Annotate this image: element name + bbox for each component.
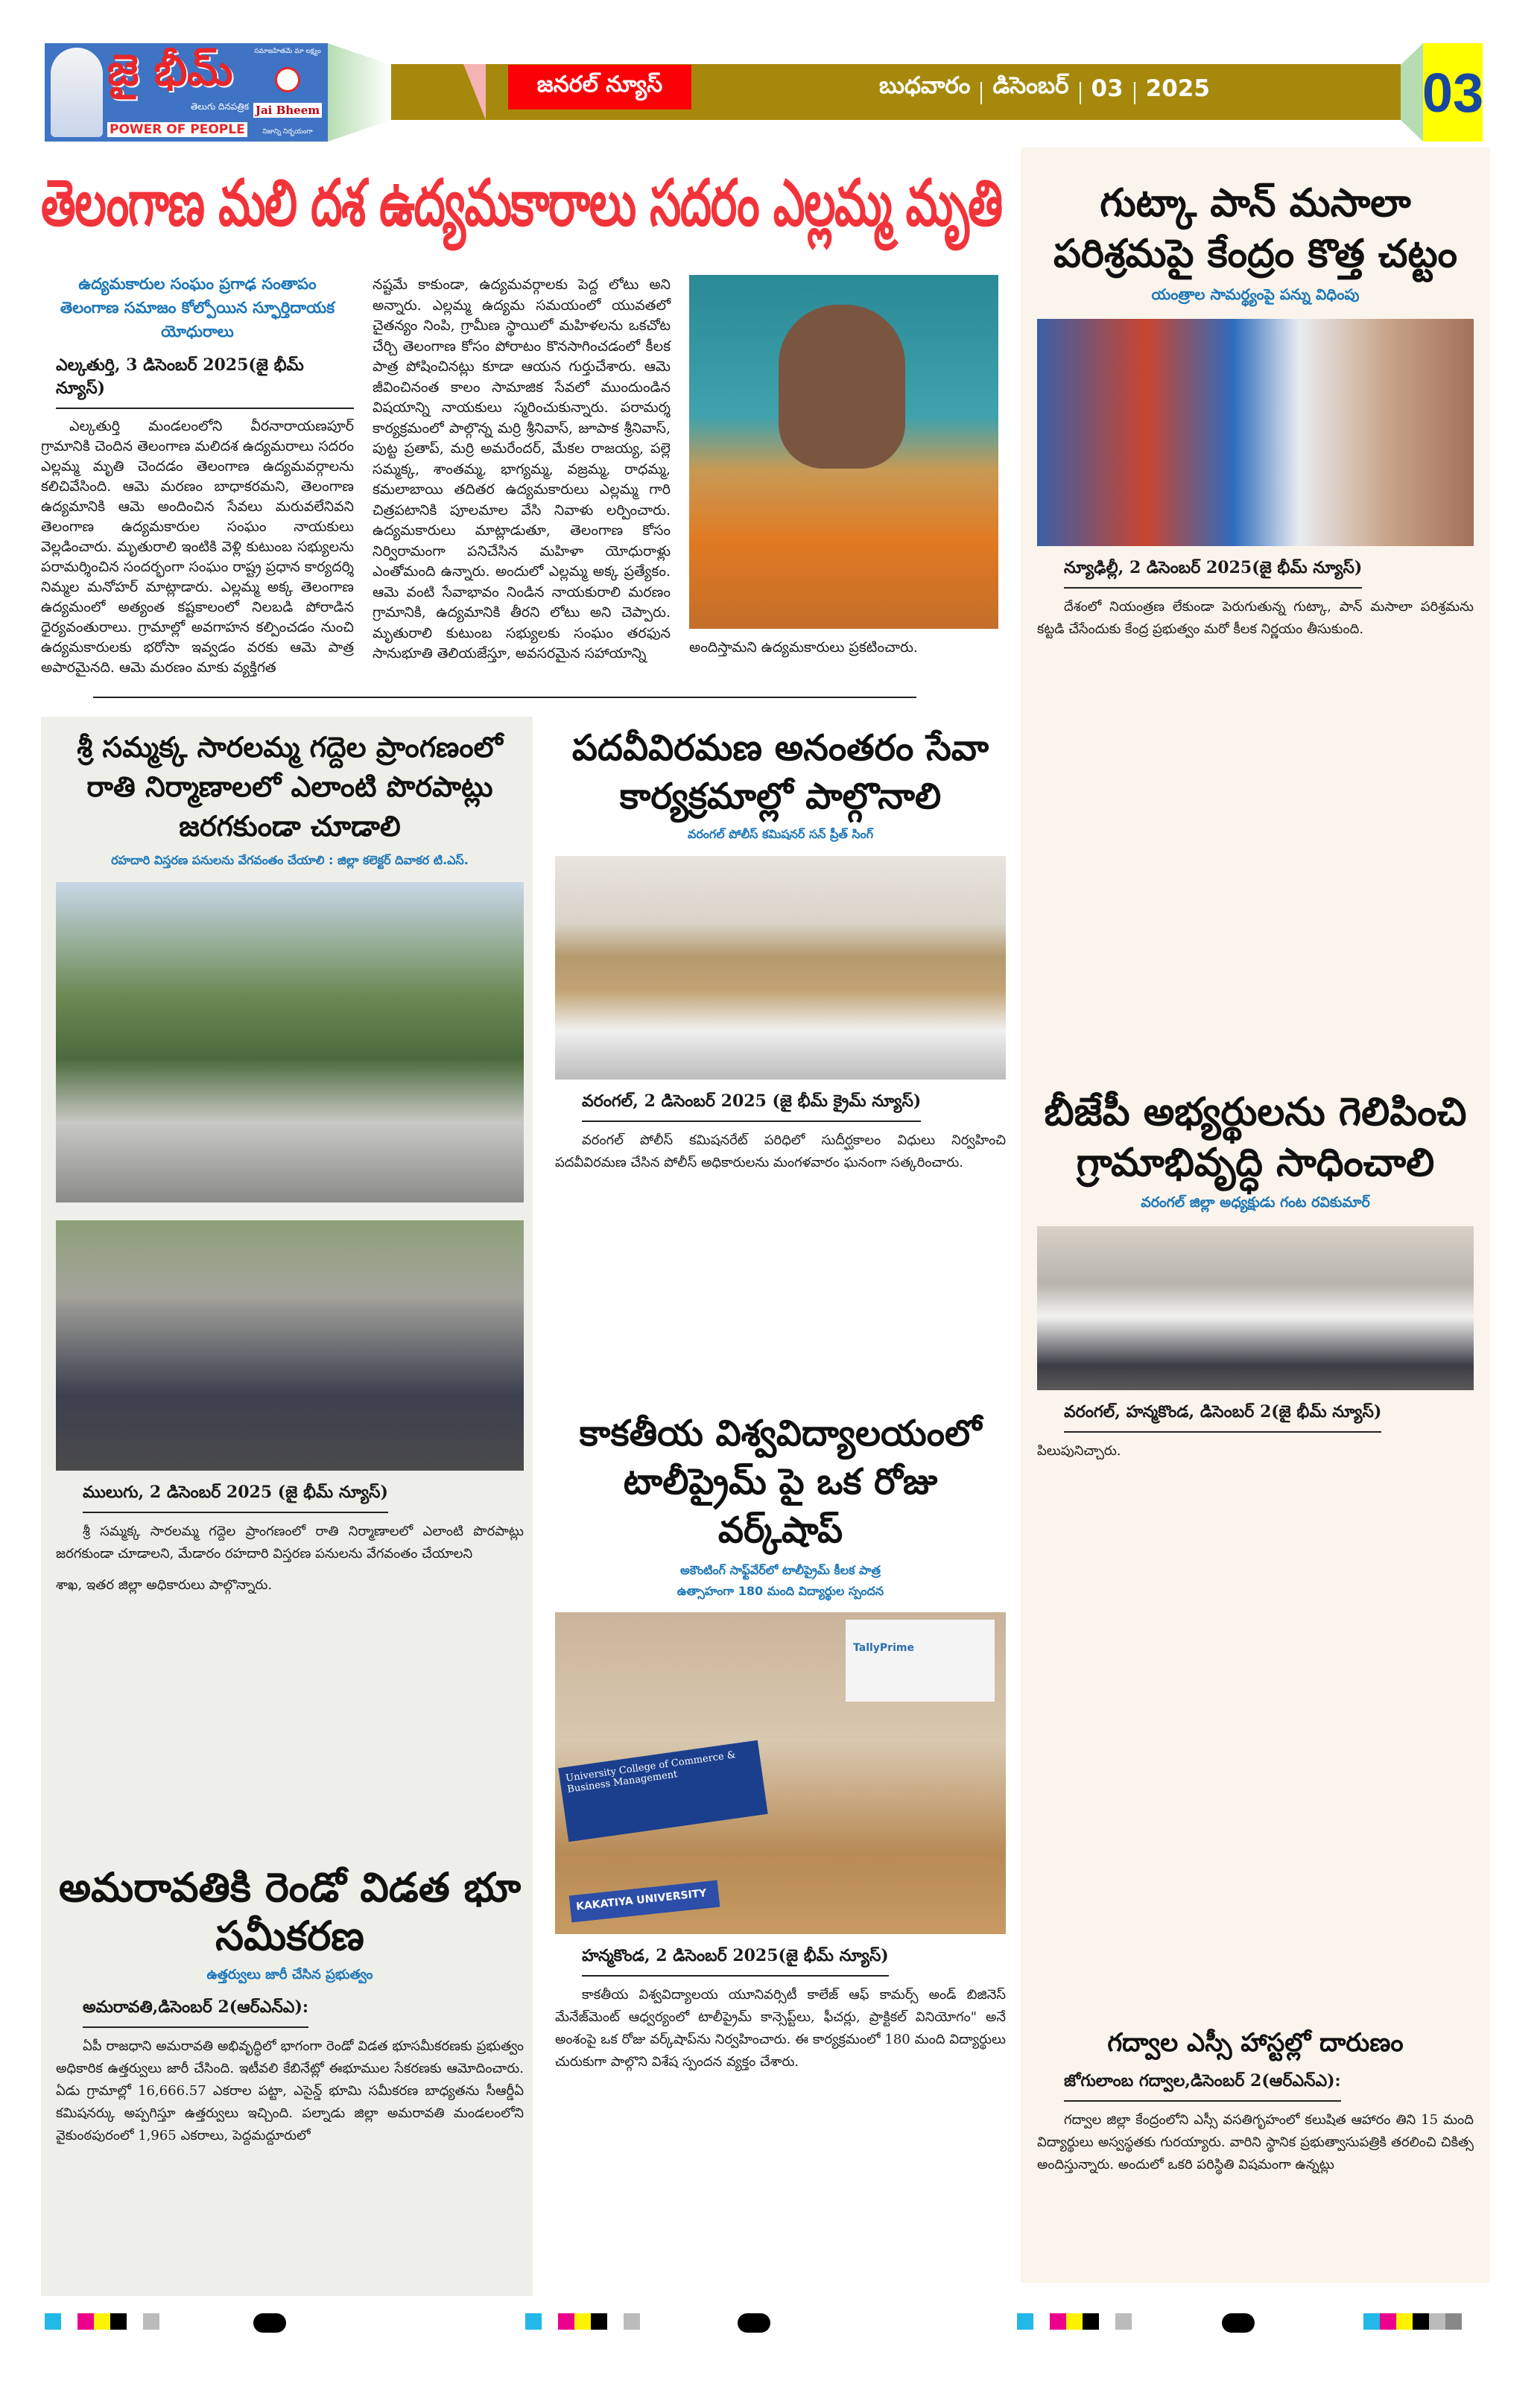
bjp-dateline: వరంగల్, హన్మకొండ, డిసెంబర్ 2(జై భీమ్ న్యూస్) [1064,1402,1381,1433]
gutka-photo [1037,319,1474,546]
separator [1080,82,1081,104]
college-banner: University College of Commerce & Business Management [558,1740,767,1842]
issue-day: బుధవారం [879,72,971,99]
police-dateline-wrap [582,1091,1006,1122]
kakatiya-article [555,1410,1006,2073]
lead-story [41,272,1006,689]
right-column-panel [1021,148,1490,2283]
separator [1134,82,1135,104]
bjp-article [1037,1088,1474,2026]
brand-slogan: POWER OF PEOPLE [107,122,247,137]
brand-small-top: సమాజహితమే మా లక్ష్యం [254,48,321,55]
separator [980,82,982,104]
masthead-logo [45,43,328,142]
bjp-body-end: పిలుపునిచ్చారు. [1037,1443,1121,1459]
police-dateline: వరంగల్, 2 డిసెంబర్ 2025 (జై భీమ్ క్రైమ్ న్యూస్) [582,1091,921,1122]
gadwal-dateline-wrap [1064,2071,1474,2102]
bjp-photo [1037,1226,1474,1390]
color-registration-marks [1017,2313,1132,2330]
header-decoration [1401,43,1423,142]
portrait-face [779,305,905,469]
brand-side [253,48,322,137]
lead-col1 [41,272,354,689]
lead-body-col3: అందిస్తామని ఉద్యమకారులు ప్రకటించారు. [689,639,918,656]
lead-col2 [373,272,671,689]
lead-col3 [689,272,998,689]
gutka-subhead: యంత్రాల సామర్థ్యంపై పన్ను విధింపు [1151,285,1360,304]
police-article [555,724,1006,1410]
gutka-headline: గుట్కా పాన్ మసాలా పరిశ్రమపై కేంద్రం కొత్త చట్టం [1053,181,1457,276]
amaravati-article [56,1857,524,2147]
gadwal-body: గద్వాల జిల్లా కేంద్రంలోని ఎస్సీ వసతిగృహంలో కలుషిత ఆహారం తిని 15 మంది విద్యార్థులు అస్వస్థతకు గురయ్యారు. వారిని స్థానిక ప్రభుత్వాసుపత్రికి తరలించి చికిత్స అందిస్తున్నారు. అందులో ఒకరి పరిస్థితి విషమంగా ఉన్నట్లు [1037,2112,1474,2173]
registration-mark [253,2313,286,2333]
gadwal-article [1037,2026,1474,2176]
kakatiya-headline: కాకతీయ విశ్వవిద్యాలయంలో టాలీప్రైమ్ పై ఒక రోజు వర్క్‌షాప్ [579,1413,982,1551]
amaravati-headline: అమరావతికి రెండో విడత భూ సమీకరణ [58,1864,522,1959]
sammakka-body: శ్రీ సమ్మక్క సారలమ్మ గద్దెల ప్రాంగణంలో రాతి నిర్మాణాలలో ఎలాంటి పొరపాట్లు జరగకుండా చూడాలని, మేడారం రహదారి విస్తరణ పనులను వేగవంతం చేయాలని [56,1523,524,1562]
registration-mark [1222,2313,1255,2333]
left-column-panel [41,717,533,2296]
sammakka-photo-2 [56,1220,524,1471]
police-photo [555,856,1006,1080]
section-label: జనరల్ న్యూస్ [508,65,691,110]
bjp-dateline-wrap [1064,1402,1474,1433]
brand-block [107,48,249,137]
brand-tagline: తెలుగు దినపత్రిక [190,101,249,112]
kakatiya-body: కాకతీయ విశ్వవిద్యాలయ యూనివర్సిటీ కాలేజ్ ఆఫ్ కామర్స్ అండ్ బిజినెస్ మేనేజ్‌మెంట్ ఆధ్వర్యంలో టాలీప్రైమ్ కాన్సెప్ట్‌లు, ఫీచర్లు, ప్రాక్టికల్ వినియోగం" అనే అంశంపై ఒక రోజు వర్క్‌షాప్‌ను నిర్వహించారు. ఈ కార్యక్రమంలో 180 మంది విద్యార్థులు చురుకుగా పాల్గొని విశేష స్పందన వ్యక్తం చేశారు. [555,1987,1006,2070]
kakatiya-subheads [555,1560,1006,1602]
lead-dateline-wrap [56,355,354,409]
divider [93,697,916,698]
amaravati-dateline: అమరావతి,డిసెంబర్ 2(ఆర్ఎన్ఎ): [83,1997,308,2028]
lead-subhead: తెలంగాణ సమాజం కోల్పోయిన స్ఫూర్తిదాయక యోధురాలు [60,299,335,340]
left-area [41,162,1006,2296]
gadwal-headline: గద్వాల ఎస్సీ హాస్టల్లో దారుణం [1107,2028,1404,2058]
color-registration-marks [525,2313,640,2330]
police-body: వరంగల్ పోలీస్ కమిషనరేట్ పరిధిలో సుదీర్ఘకాలం విధులు నిర్వహించి పదవీవిరమణ చేసిన పోలీస్ అధికారులను మంగళవారం ఘనంగా సత్కరించారు. [555,1132,1006,1170]
issue-date-number: 03 [1091,75,1124,102]
lead-dateline: ఎల్కతుర్తి, 3 డిసెంబర్ 2025(జై భీమ్ న్యూస్) [56,355,354,409]
kakatiya-subhead: అకౌంటింగ్ సాఫ్ట్‌వేర్‌లో టాలీప్రైమ్ కీలక పాత్ర [680,1563,881,1578]
police-headline: పదవీవిరమణ అనంతరం సేవా కార్యక్రమాల్లో పాల్గొనాలి [571,727,989,817]
lead-body-col2: నష్టమే కాకుండా, ఉద్యమవర్గాలకు పెద్ద లోటు అని అన్నారు. ఎల్లమ్మ ఉద్యమ సమయంలో యువతలో చైతన్యం నింపి, గ్రామీణ స్థాయిలో మహిళలను ఒకచోట చేర్చి తెలంగాణ కోసం పోరాటం కొనసాగించడంలో కీలక పాత్ర పోషించినట్లు కూడా ఆయన గుర్తుచేశారు. ఆమె జీవించినంత కాలం సామాజిక సేవలో ముందుండిన విషయాన్ని నాయకులు స్మరించుకున్నారు. పరామర్శ కార్యక్రమంలో పాల్గొన్న మర్రి శ్రీనివాస్, జూపాక శ్రీనివాస్, పుట్ట ప్రతాప్, మర్రి అమరేందర్, మేకల రాజయ్య, పల్లె సమ్మక్క, శాంతమ్మ, భాగ్యమ్మ, వజ్రమ్మ, రాధమ్మ, కమలాబాయి తదితర ఉద్యమకారులు ఎల్లమ్మ గారి చిత్రపటానికి పూలమాల వేసి నివాళు లర్పించారు. ఉద్యమకారులు మాట్లాడుతూ, తెలంగాణ కోసం నిర్విరామంగా పనిచేసిన మహిళా యోధురాళ్లు ఎంతోమంది ఉన్నారు. అందులో ఎల్లమ్మ అక్క ప్రత్యేకం. ఆమె వంటి సేవాభావం నిండిన నాయకురాలి మరణం గ్రామానికి, ఉద్యమానికి తీరని లోటు అని చెప్పారు. మృతురాలి కుటుంబ సభ్యులకు సంఘం తరఫున సానుభూతి తెలియజేస్తూ, అవసరమైన సహాయాన్ని [373,276,671,662]
amaravati-subhead: ఉత్తర్వులు జారీ చేసిన ప్రభుత్వం [206,1966,373,1982]
sammakka-body-end: శాఖ, ఇతర జిల్లా అధికారులు పాల్గొన్నారు. [56,1576,273,1593]
lead-photo [689,275,998,629]
middle-column [544,717,1006,2296]
brand-name-en: Jai Bheem [253,103,322,118]
lead-subheads [56,272,339,343]
sammakka-dateline-wrap [83,1483,524,1513]
ambedkar-portrait [51,48,103,137]
registration-mark [738,2313,770,2333]
page-number: 03 [1423,43,1483,142]
gutka-article [1037,170,1474,1088]
header-decoration [328,43,391,142]
issue-year: 2025 [1145,75,1210,102]
gadwal-dateline: జోగులాంబ గద్వాల,డిసెంబర్ 2(ఆర్ఎన్ఎ): [1064,2071,1341,2102]
kakatiya-dateline: హన్మకొండ, 2 డిసెంబర్ 2025(జై భీమ్ న్యూస్) [582,1946,889,1977]
emblem-icon [275,67,300,92]
sammakka-article [56,728,524,1857]
kakatiya-photo [555,1612,1006,1934]
brand-name: జై భీమ్ [107,48,233,95]
color-registration-marks [45,2313,159,2330]
header-triangle [463,64,486,120]
amaravati-body: ఏపీ రాజధాని అమరావతి అభివృద్ధిలో భాగంగా రెండో విడత భూసమీకరణకు ప్రభుత్వం అధికారిక ఉత్తర్వులు జారీ చేసింది. ఇటీవలి కేబినేట్లో ఈభూముల సేకరణకు ఆమోదించారు. ఏడు గ్రామాల్లో 16,666.57 ఎకరాల పట్టా, ఎసైన్డ్ భూమి సమీకరణ బాధ్యతను సీఆర్డీఏ కమిషనర్కు అప్పగిస్తూ ఉత్తర్వులు ఇచ్చింది. పల్నాడు జిల్లా అమరావతి మండలంలోని వైకుంఠపురంలో 1,965 ఎకరాలు, పెద్దమద్దూరులో [56,2038,524,2143]
issue-date [879,72,1210,104]
gutka-body: దేశంలో నియంత్రణ లేకుండా పెరుగుతున్న గుట్కా, పాన్ మసాలా పరిశ్రమను కట్టడి చేసేందుకు కేంద్ర ప్రభుత్వం మరో కీలక నిర్ణయం తీసుకుంది. [1037,599,1474,638]
amaravati-dateline-wrap [83,1997,524,2028]
lower-section [41,717,1006,2296]
color-registration-marks [1363,2313,1462,2330]
police-subhead: వరంగల్ పోలీస్ కమిషనర్ సన్ ప్రీత్ సింగ్ [687,826,874,841]
kakatiya-dateline-wrap [582,1946,1006,1977]
sammakka-subhead: రహదారి విస్తరణ పనులను వేగవంతం చేయాలి : జిల్లా కలెక్టర్ దివాకర టి.ఎస్. [111,852,469,867]
gutka-dateline-wrap [1064,558,1474,589]
lead-subhead: ఉద్యమకారుల సంఘం ప్రగాఢ సంతాపం [78,275,317,293]
lead-body-col1: ఎల్కతుర్తి మండలంలోని వీరనారాయణపూర్ గ్రామానికి చెందిన తెలంగాణ మలిదశ ఉద్యమరాలు సదరం ఎల్లమ్మ మృతి చెందడం తెలంగాణ ఉద్యమవర్గాలను కలిచివేసింది. ఆమె మరణం బాధాకరమని, తెలంగాణ ఉద్యమానికి ఆమె అందించిన సేవలు మరువలేనివని తెలంగాణ ఉద్యమకారుల సంఘం నాయకులు వెల్లడించారు. మృతురాలి ఇంటికి వెళ్లి కుటుంబ సభ్యులను పరామర్శించిన సందర్భంగా సంఘం రాష్ట్ర ప్రధాన కార్యదర్శి నిమ్మల మనోహర్ మాట్లాడారు. ఎల్లమ్మ అక్క తెలంగాణ ఉద్యమంలో అత్యంత కష్టకాలంలో నిలబడి పోరాడిన ధైర్యవంతురాలు. గ్రామాల్లో అవగాహన కల్పించడం నుంచి ఉద్యమకారులకు భరోసా ఇవ్వడం వరకు ఆమె పాత్ర అపారమైనది. ఆమె మరణం మాకు వ్యక్తిగత [41,418,355,676]
bjp-subhead: వరంగల్ జిల్లా అధ్యక్షుడు గంట రవికుమార్ [1141,1194,1370,1211]
bjp-headline: బీజేపీ అభ్యర్థులను గెలిపించి గ్రామాభివృద్ధి సాధించాలి [1044,1090,1467,1185]
issue-month: డిసెంబర్ [992,72,1069,99]
lead-headline: తెలంగాణ మలి దశ ఉద్యమకారాలు సదరం ఎల్లమ్మ మృతి [41,166,1002,241]
projector-screen: TallyPrime [846,1620,995,1702]
sammakka-photo-1 [56,882,524,1202]
kakatiya-subhead: ఉత్సాహంగా 180 మంది విద్యార్థుల స్పందన [676,1584,884,1599]
brand-small-bottom: నిజాన్ని నిర్భయంగా [262,128,313,136]
university-banner: KAKATIYA UNIVERSITY [569,1880,720,1923]
gutka-dateline: న్యూఢిల్లీ, 2 డిసెంబర్ 2025(జై భీమ్ న్యూస్) [1064,558,1362,589]
sammakka-headline: శ్రీ సమ్మక్క సారలమ్మ గద్దెల ప్రాంగణంలో రాతి నిర్మాణాలలో ఎలాంటి పొరపాట్లు జరగకుండా చూడాలి [77,731,503,843]
sammakka-dateline: ములుగు, 2 డిసెంబర్ 2025 (జై భీమ్ న్యూస్) [83,1483,388,1513]
